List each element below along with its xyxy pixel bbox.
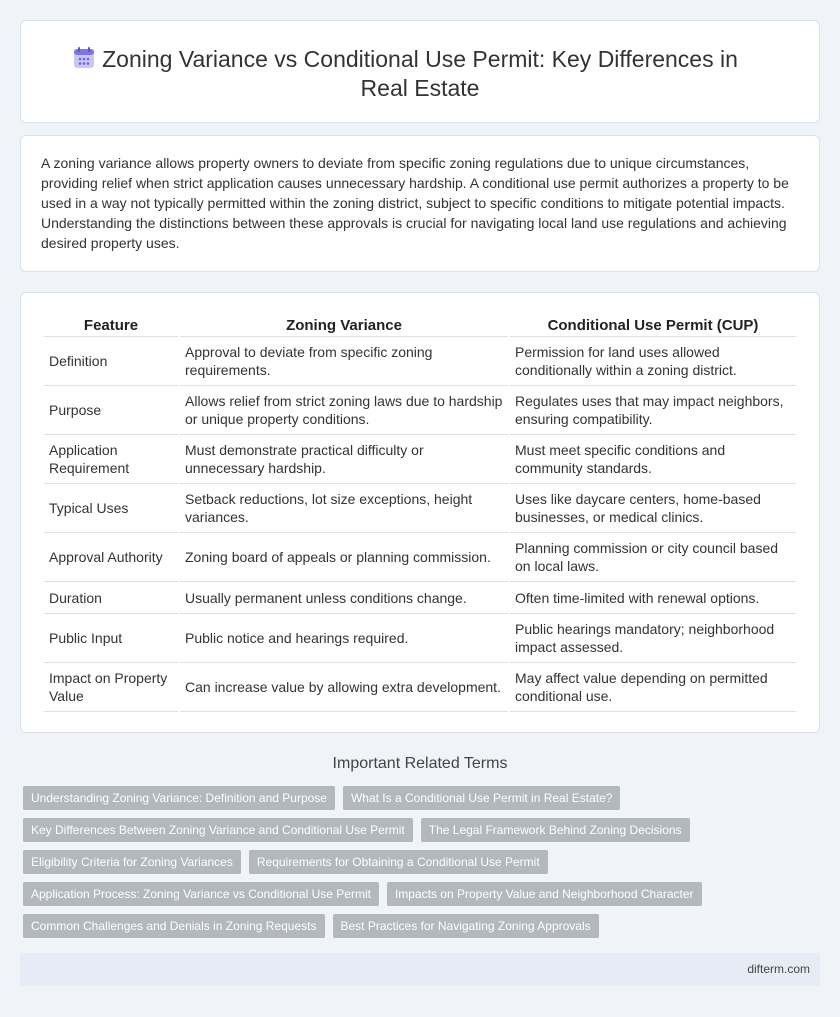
intro-card bbox=[20, 135, 820, 272]
related-term-link[interactable]: Application Process: Zoning Variance vs Conditional Use Permit bbox=[23, 882, 379, 906]
cup-cell: Often time-limited with renewal options. bbox=[510, 582, 796, 614]
page-title: Zoning Variance vs Conditional Use Permit: Key Differences in Real Estate bbox=[102, 46, 738, 101]
feature-cell: Definition bbox=[44, 337, 178, 386]
table-row bbox=[44, 337, 796, 386]
table-row bbox=[44, 614, 796, 663]
related-terms-list bbox=[23, 786, 803, 946]
footer-site-link[interactable]: difterm.com bbox=[747, 962, 810, 976]
cup-cell: Planning commission or city council based on local laws. bbox=[510, 533, 796, 582]
tag-row bbox=[23, 914, 803, 938]
feature-cell: Purpose bbox=[44, 386, 178, 435]
related-term-link[interactable]: What Is a Conditional Use Permit in Real Estate? bbox=[343, 786, 620, 810]
zoning-variance-cell: Approval to deviate from specific zoning requirements. bbox=[180, 337, 508, 386]
zoning-variance-cell: Public notice and hearings required. bbox=[180, 614, 508, 663]
related-term-link[interactable]: Best Practices for Navigating Zoning Approvals bbox=[333, 914, 599, 938]
related-terms-title: Important Related Terms bbox=[332, 755, 508, 772]
tag-row bbox=[23, 818, 803, 842]
header-cup: Conditional Use Permit (CUP) bbox=[510, 316, 796, 337]
cup-cell: Must meet specific conditions and community standards. bbox=[510, 435, 796, 484]
cup-cell: Permission for land uses allowed conditionally within a zoning district. bbox=[510, 337, 796, 386]
table-header-row bbox=[44, 316, 796, 337]
feature-cell: Typical Uses bbox=[44, 484, 178, 533]
related-term-link[interactable]: Eligibility Criteria for Zoning Variances bbox=[23, 850, 241, 874]
table-row bbox=[44, 582, 796, 614]
related-term-link[interactable]: Key Differences Between Zoning Variance and Conditional Use Permit bbox=[23, 818, 413, 842]
header-feature: Feature bbox=[44, 316, 178, 337]
footer bbox=[20, 953, 820, 986]
tag-row bbox=[23, 786, 803, 810]
cup-cell: Regulates uses that may impact neighbors, ensuring compatibility. bbox=[510, 386, 796, 435]
cup-cell: May affect value depending on permitted conditional use. bbox=[510, 663, 796, 712]
zoning-variance-cell: Allows relief from strict zoning laws due to hardship or unique property conditions. bbox=[180, 386, 508, 435]
related-term-link[interactable]: Impacts on Property Value and Neighborhood Character bbox=[387, 882, 702, 906]
cup-cell: Uses like daycare centers, home-based businesses, or medical clinics. bbox=[510, 484, 796, 533]
feature-cell: Impact on Property Value bbox=[44, 663, 178, 712]
feature-cell: Approval Authority bbox=[44, 533, 178, 582]
zoning-variance-cell: Usually permanent unless conditions change. bbox=[180, 582, 508, 614]
comparison-table bbox=[42, 316, 798, 712]
table-row bbox=[44, 386, 796, 435]
table-row bbox=[44, 663, 796, 712]
related-term-link[interactable]: Common Challenges and Denials in Zoning Requests bbox=[23, 914, 325, 938]
table-row bbox=[44, 533, 796, 582]
header-zoning-variance: Zoning Variance bbox=[180, 316, 508, 337]
cup-cell: Public hearings mandatory; neighborhood impact assessed. bbox=[510, 614, 796, 663]
related-term-link[interactable]: Requirements for Obtaining a Conditional Use Permit bbox=[249, 850, 548, 874]
intro-paragraph: A zoning variance allows property owners to deviate from specific zoning regulations due to unique circumstances, providing relief when strict application causes unnecessary hardship. A conditional use permit authorizes a property to be used in a way not typically permitted within the zoning district, subject to specific conditions to mitigate potential impacts. Understanding the distinctions between these approvals is crucial for navigating local land use regulations and achieving desired property uses. bbox=[41, 155, 789, 251]
tag-row bbox=[23, 882, 803, 906]
zoning-variance-cell: Can increase value by allowing extra development. bbox=[180, 663, 508, 712]
zoning-variance-cell: Zoning board of appeals or planning commission. bbox=[180, 533, 508, 582]
zoning-variance-cell: Must demonstrate practical difficulty or unnecessary hardship. bbox=[180, 435, 508, 484]
table-row bbox=[44, 435, 796, 484]
related-term-link[interactable]: The Legal Framework Behind Zoning Decisions bbox=[421, 818, 690, 842]
comparison-card bbox=[20, 292, 820, 733]
tag-row bbox=[23, 850, 803, 874]
feature-cell: Public Input bbox=[44, 614, 178, 663]
table-row bbox=[44, 484, 796, 533]
zoning-variance-cell: Setback reductions, lot size exceptions, height variances. bbox=[180, 484, 508, 533]
feature-cell: Duration bbox=[44, 582, 178, 614]
feature-cell: Application Requirement bbox=[44, 435, 178, 484]
related-term-link[interactable]: Understanding Zoning Variance: Definition and Purpose bbox=[23, 786, 335, 810]
header-card bbox=[20, 20, 820, 123]
